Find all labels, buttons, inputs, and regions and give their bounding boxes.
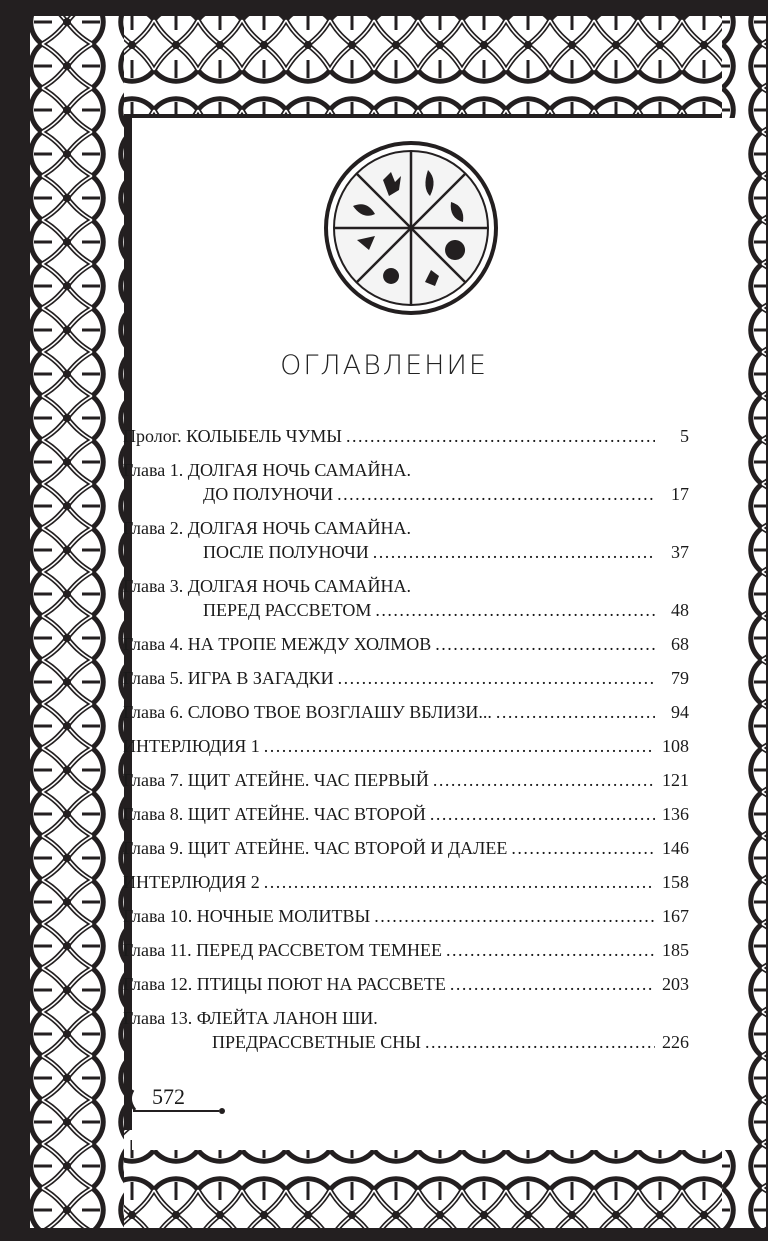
toc-entry-title: Глава 2. ДОЛГАЯ НОЧЬ САМАЙНА.: [123, 518, 412, 538]
dot-leader: [446, 938, 655, 962]
toc-page-number: 17: [671, 484, 689, 504]
toc-entry: [123, 1006, 689, 1054]
dot-leader: [337, 482, 655, 506]
toc-entry-subtitle: ПРЕДРАССВЕТНЫЕ СНЫ: [212, 1032, 421, 1052]
toc-entry-title: Глава 11. ПЕРЕД РАССВЕТОМ ТЕМНЕЕ: [123, 940, 442, 960]
dot-leader: [450, 972, 655, 996]
dot-leader: [433, 768, 655, 792]
toc-entry-title: Глава 13. ФЛЕЙТА ЛАНОН ШИ.: [123, 1008, 378, 1028]
toc-entry: [123, 632, 689, 656]
page-title: ОГЛАВЛЕНИЕ: [280, 350, 488, 381]
toc-entry: [123, 836, 689, 860]
toc-page-number: 158: [662, 872, 689, 892]
toc-entry: [123, 802, 689, 826]
toc-entry-title: Глава 12. ПТИЦЫ ПОЮТ НА РАССВЕТЕ: [123, 974, 446, 994]
toc-page-number: 5: [680, 426, 689, 446]
table-of-contents: [123, 424, 689, 1064]
toc-entry-title: Пролог. КОЛЫБЕЛЬ ЧУМЫ: [123, 426, 342, 446]
toc-entry-title: ИНТЕРЛЮДИЯ 2: [123, 872, 260, 892]
toc-entry: [123, 516, 689, 564]
toc-page-number: 185: [662, 940, 689, 960]
dot-leader: [425, 1030, 655, 1054]
toc-page-number: 146: [662, 838, 689, 858]
toc-entry-title: Глава 3. ДОЛГАЯ НОЧЬ САМАЙНА.: [123, 576, 412, 596]
toc-entry: [123, 904, 689, 928]
page-number: 572: [152, 1084, 185, 1109]
toc-page-number: 108: [662, 736, 689, 756]
toc-entry-title: ИНТЕРЛЮДИЯ 1: [123, 736, 260, 756]
dot-leader: [435, 632, 655, 656]
toc-entry: [123, 458, 689, 506]
toc-page-number: 167: [662, 906, 689, 926]
dot-leader: [375, 598, 655, 622]
dot-leader: [496, 700, 655, 724]
toc-page-number: 37: [671, 542, 689, 562]
toc-entry-title: Глава 9. ЩИТ АТЕЙНЕ. ЧАС ВТОРОЙ И ДАЛЕЕ: [123, 838, 508, 858]
dot-leader: [511, 836, 655, 860]
dot-leader: [374, 904, 655, 928]
toc-entry: [123, 768, 689, 792]
dot-leader: [264, 870, 655, 894]
toc-page-number: 203: [662, 974, 689, 994]
toc-entry-subtitle: ПЕРЕД РАССВЕТОМ: [203, 600, 372, 620]
toc-entry-title: Глава 10. НОЧНЫЕ МОЛИТВЫ: [123, 906, 371, 926]
toc-entry: [123, 666, 689, 690]
toc-entry: [123, 734, 689, 758]
toc-entry: [123, 938, 689, 962]
toc-entry-title: Глава 4. НА ТРОПЕ МЕЖДУ ХОЛМОВ: [123, 634, 432, 654]
toc-page-number: 226: [662, 1032, 689, 1052]
toc-page-number: 79: [671, 668, 689, 688]
toc-entry: [123, 870, 689, 894]
toc-entry-title: Глава 6. СЛОВО ТВОЕ ВОЗГЛАШУ ВБЛИЗИ...: [123, 702, 492, 722]
dot-leader: [430, 802, 655, 826]
toc-entry: [123, 424, 689, 448]
page-number-ornament: [127, 1080, 227, 1116]
book-spine: [0, 0, 22, 1241]
dot-leader: [264, 734, 655, 758]
wheel-of-year-emblem: [323, 140, 499, 316]
toc-entry-title: Глава 5. ИГРА В ЗАГАДКИ: [123, 668, 334, 688]
toc-entry: [123, 700, 689, 724]
toc-entry: [123, 574, 689, 622]
dot-leader: [338, 666, 655, 690]
toc-page-number: 48: [671, 600, 689, 620]
toc-entry-subtitle: ДО ПОЛУНОЧИ: [203, 484, 334, 504]
toc-page-number: 121: [662, 770, 689, 790]
dot-leader: [346, 424, 655, 448]
toc-page-number: 68: [671, 634, 689, 654]
toc-entry-title: Глава 7. ЩИТ АТЕЙНЕ. ЧАС ПЕРВЫЙ: [123, 770, 429, 790]
dot-leader: [373, 540, 655, 564]
toc-entry-title: Глава 1. ДОЛГАЯ НОЧЬ САМАЙНА.: [123, 460, 412, 480]
toc-page-number: 94: [671, 702, 689, 722]
toc-page-number: 136: [662, 804, 689, 824]
toc-entry-title: Глава 8. ЩИТ АТЕЙНЕ. ЧАС ВТОРОЙ: [123, 804, 426, 824]
toc-entry: [123, 972, 689, 996]
toc-entry-subtitle: ПОСЛЕ ПОЛУНОЧИ: [203, 542, 369, 562]
